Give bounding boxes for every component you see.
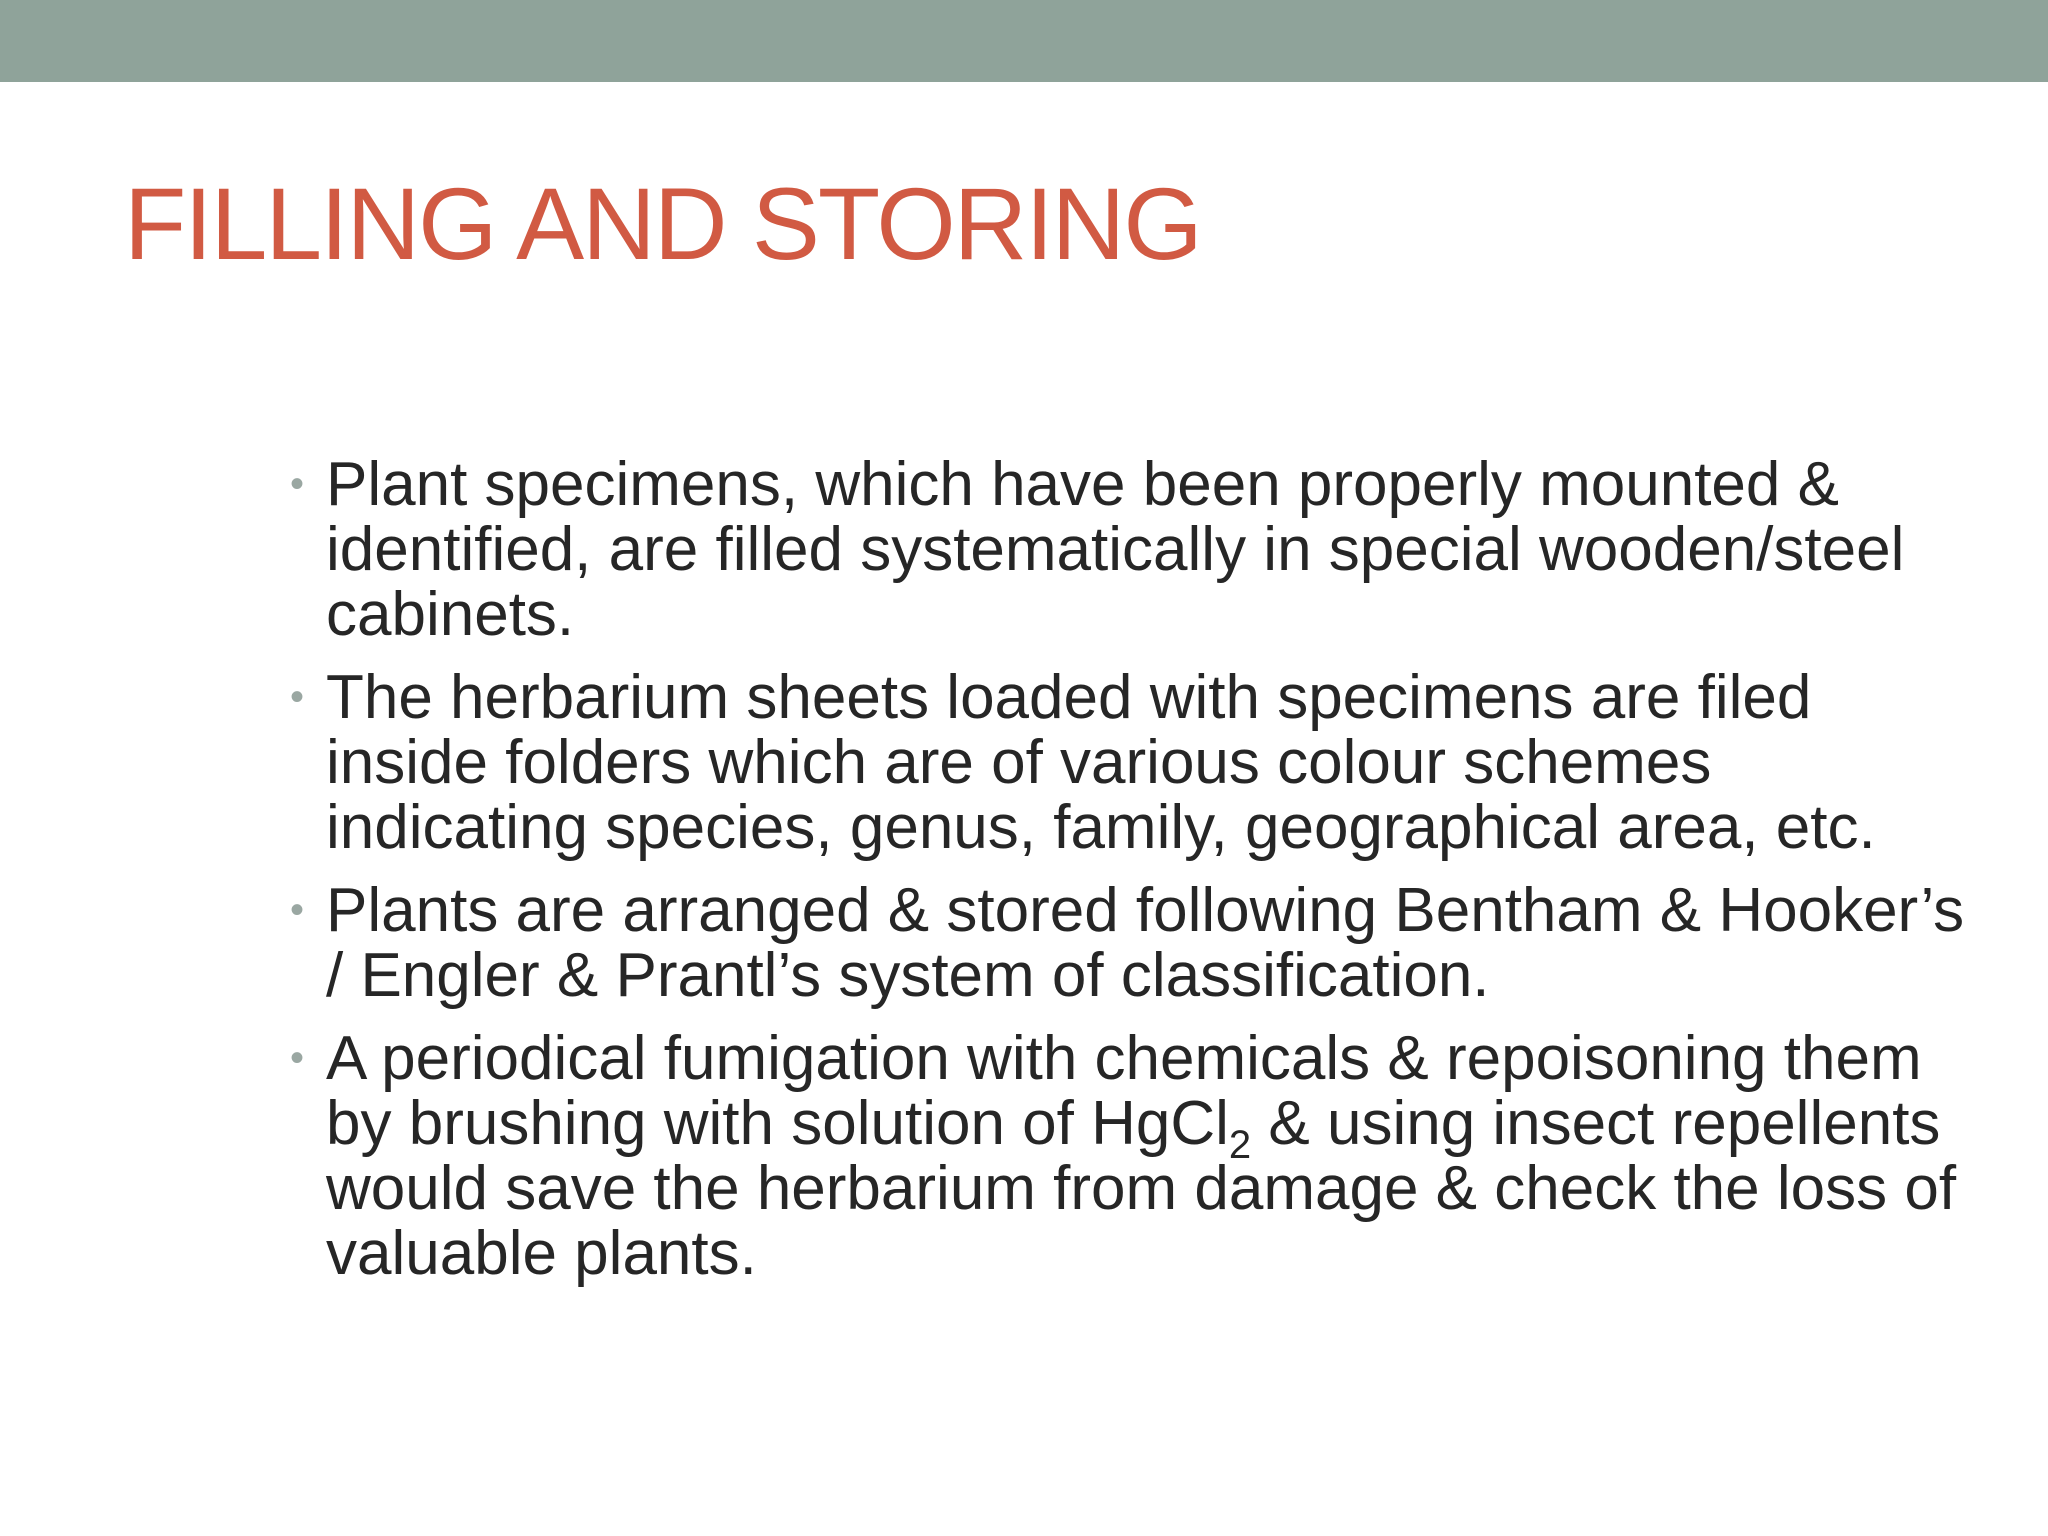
bullet-text: Plant specimens, which have been properly mounted & identified, are filled systematically in special wooden/steel cabinets.	[326, 450, 1905, 649]
bullet-item-3	[290, 878, 1990, 1008]
bullet-text-part: A periodical fumigation with chemicals & repoisoning them by brushing with solution of HgCl	[326, 1024, 1922, 1158]
bullet-text-part: & using insect repellents would save the herbarium from damage & check the loss of valuable plants.	[326, 1089, 1957, 1288]
bullet-item-2	[290, 665, 1990, 860]
bullet-text	[326, 1024, 1956, 1288]
bullet-text: Plants are arranged & stored following Bentham & Hooker’s / Engler & Prantl’s system of classification.	[326, 876, 1965, 1010]
bullet-dot-icon: •	[290, 1036, 305, 1080]
header-band	[0, 0, 2048, 82]
bullet-dot-icon: •	[290, 462, 305, 506]
bullet-item-1	[290, 452, 1990, 647]
bullet-dot-icon: •	[290, 888, 305, 932]
slide-title: FILLING AND STORING	[124, 167, 1201, 281]
bullet-list	[290, 452, 1990, 1304]
bullet-text: The herbarium sheets loaded with specimens are filed inside folders which are of various colour schemes indicating species, genus, family, geographical area, etc.	[326, 663, 1876, 862]
bullet-item-4	[290, 1026, 1990, 1286]
bullet-dot-icon: •	[290, 675, 305, 719]
chemical-subscript: 2	[1228, 1123, 1252, 1167]
